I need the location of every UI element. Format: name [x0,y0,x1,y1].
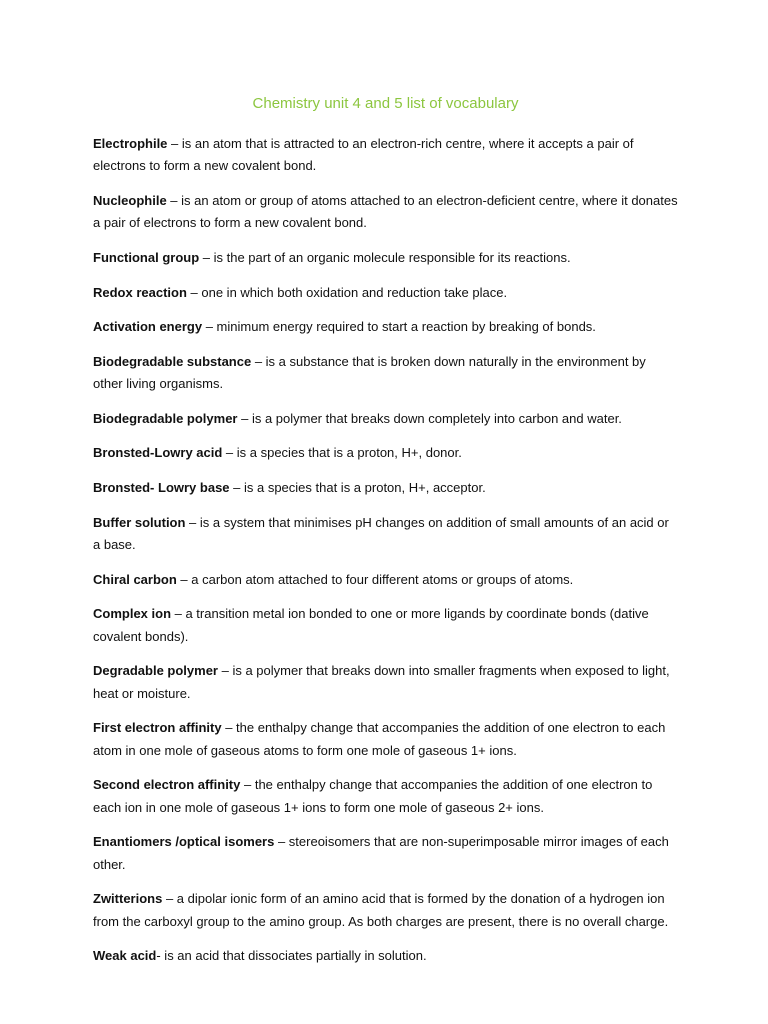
vocabulary-entry [93,717,678,762]
vocabulary-entry [93,408,678,430]
vocabulary-definition: - is an acid that dissociates partially in solution. [156,948,427,964]
vocabulary-term: First electron affinity [93,720,222,736]
vocabulary-term: Chiral carbon [93,571,177,587]
vocabulary-term: Redox reaction [93,284,187,300]
vocabulary-entry [93,247,678,269]
vocabulary-term: Weak acid [93,948,157,964]
vocabulary-definition: – a dipolar ionic form of an amino acid that is formed by the donation of a hydrogen ion from the carboxyl group to the amino group. As both charges are present, there is no overall charge. [93,891,669,929]
vocabulary-entry [93,945,678,967]
vocabulary-entry [93,569,678,591]
vocabulary-entry [93,831,678,876]
vocabulary-term: Buffer solution [93,514,186,530]
vocabulary-term: Activation energy [93,319,203,335]
vocabulary-entry [93,282,678,304]
vocabulary-entry [93,774,678,819]
vocabulary-definition: – is a substance that is broken down naturally in the environment by other living organisms. [93,353,646,392]
vocabulary-definition: – is a polymer that breaks down into smaller fragments when exposed to light, heat or moisture. [93,663,670,701]
vocabulary-entry [93,477,678,499]
vocabulary-definition: – is an atom that is attracted to an electron-rich centre, where it accepts a pair of electrons to form a new covalent bond. [93,136,634,174]
vocabulary-entry [93,888,678,933]
vocabulary-definition: – is a polymer that breaks down completely into carbon and water. [237,410,622,426]
vocabulary-definition: – a carbon atom attached to four different atoms or groups of atoms. [176,571,574,587]
vocabulary-term: Bronsted- Lowry base [93,479,230,495]
document-title: Chemistry unit 4 and 5 list of vocabulary [252,95,519,112]
vocabulary-entry [93,316,678,338]
vocabulary-definition: – is a species that is a proton, H+, acceptor. [229,479,486,495]
vocabulary-entry [93,351,678,396]
vocabulary-definition: – a transition metal ion bonded to one or more ligands by coordinate bonds (dative covalent bonds). [93,606,649,644]
vocabulary-definition: – is an atom or group of atoms attached to an electron-deficient centre, where it donates a pair of electrons to form a new covalent bond. [93,193,678,231]
vocabulary-definition: – the enthalpy change that accompanies the addition of one electron to each ion in one mole of gaseous 1+ ions to form one mole of gaseous 2+ ions. [93,777,653,815]
vocabulary-entry [93,603,678,648]
vocabulary-definition: – the enthalpy change that accompanies the addition of one electron to each atom in one mole of gaseous atoms to form one mole of gaseous 1+ ions. [93,720,666,758]
vocabulary-term: Functional group [93,250,200,265]
vocabulary-term: Enantiomers /optical isomers [93,834,275,850]
vocabulary-term: Bronsted-Lowry acid [93,445,223,461]
vocabulary-term: Biodegradable substance [93,353,252,369]
vocabulary-definition: – minimum energy required to start a reaction by breaking of bonds. [202,319,596,335]
vocabulary-term: Second electron affinity [93,777,241,793]
vocabulary-term: Nucleophile [93,193,167,208]
vocabulary-entry [93,190,678,235]
vocabulary-term: Zwitterions [93,891,163,907]
vocabulary-term: Complex ion [93,606,172,622]
vocabulary-definition: – is a species that is a proton, H+, donor. [222,445,462,461]
vocabulary-entry [93,512,678,557]
vocabulary-entry [93,660,678,705]
vocabulary-entry [93,442,678,464]
vocabulary-term: Electrophile [93,136,168,151]
vocabulary-definition: – is a system that minimises pH changes on addition of small amounts of an acid or a base. [93,514,669,552]
vocabulary-definition: – stereoisomers that are non-superimposable mirror images of each other. [93,834,669,872]
vocabulary-entry [93,133,678,178]
vocabulary-list [93,133,678,968]
vocabulary-definition: – is the part of an organic molecule responsible for its reactions. [199,250,571,265]
vocabulary-term: Degradable polymer [93,663,218,679]
vocabulary-definition: – one in which both oxidation and reduction take place. [186,284,508,300]
vocabulary-term: Biodegradable polymer [93,410,238,426]
